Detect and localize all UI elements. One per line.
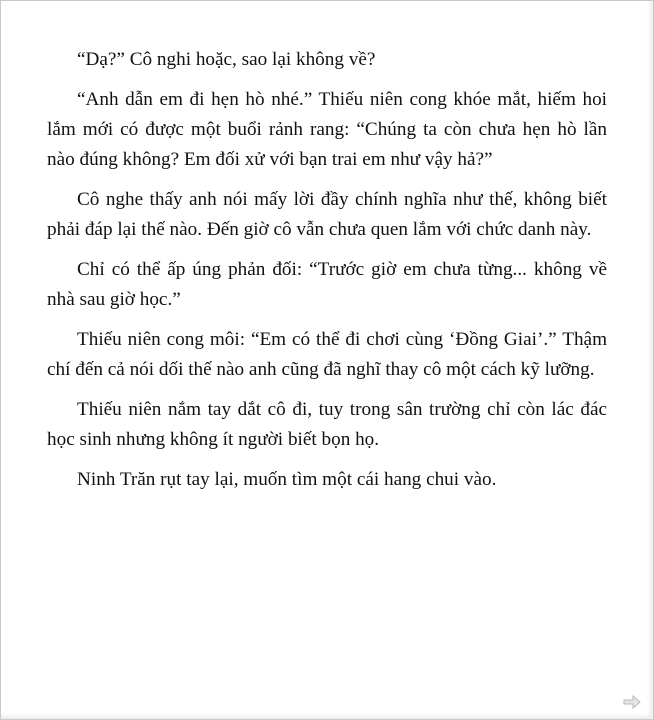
text-body (47, 45, 607, 505)
paragraph-1: “Dạ?” Cô nghi hoặc, sao lại không về? (77, 49, 376, 70)
next-page-button[interactable] (623, 695, 641, 709)
paragraph-3: Cô nghe thấy anh nói mấy lời đầy chính nghĩa như thế, không biết phải đáp lại thế nào. Đến giờ cô vẫn chưa quen lắm với chức danh này. (47, 189, 607, 240)
paragraph-2: “Anh dẫn em đi hẹn hò nhé.” Thiếu niên cong khóe mắt, hiếm hoi lắm mới có được một buổi rảnh rang: “Chúng ta còn chưa hẹn hò lần nào đúng không? Em đối xử với bạn trai em như vậy hả?” (47, 89, 607, 170)
paragraph-5: Thiếu niên cong môi: “Em có thể đi chơi cùng ‘Đồng Giai’.” Thậm chí đến cả nói dối thế nào anh cũng đã nghĩ thay cô một cách kỹ lưỡng. (47, 329, 607, 380)
paragraph-6: Thiếu niên nắm tay dắt cô đi, tuy trong sân trường chỉ còn lác đác học sinh nhưng không ít người biết bọn họ. (47, 399, 607, 450)
paragraph-4: Chỉ có thể ấp úng phản đối: “Trước giờ em chưa từng... không về nhà sau giờ học.” (47, 259, 607, 310)
arrow-right-icon (623, 695, 641, 709)
paragraph-7: Ninh Trăn rụt tay lại, muốn tìm một cái hang chui vào. (77, 469, 497, 490)
